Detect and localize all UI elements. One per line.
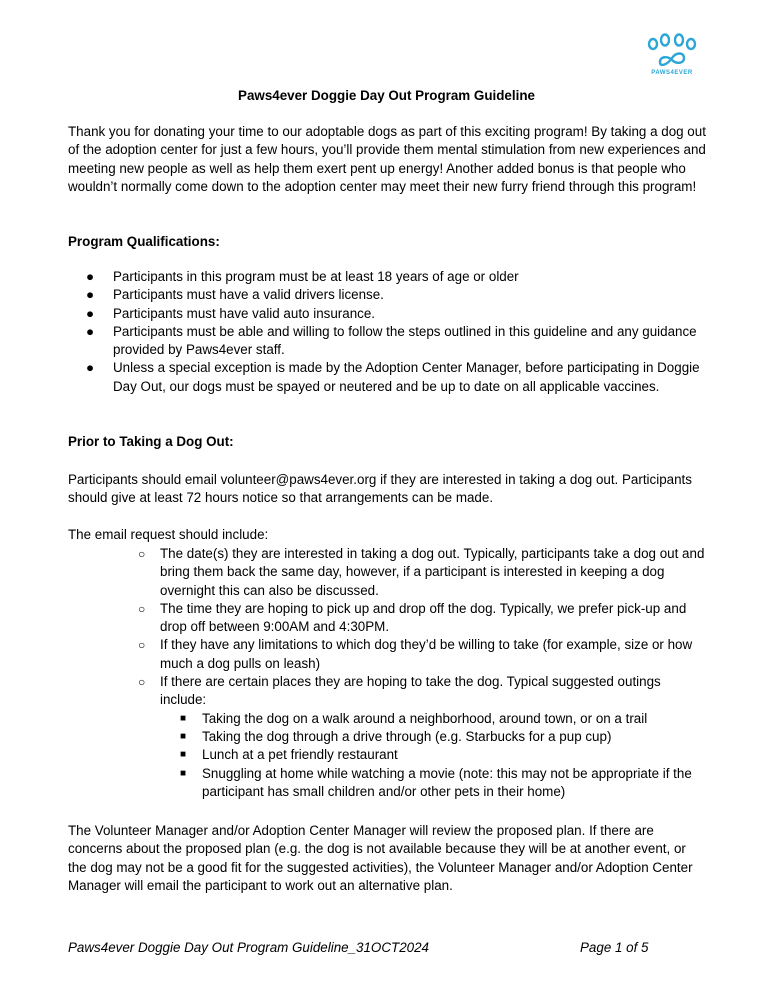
list-item-text: If there are certain places they are hoping to take the dog. Typical suggested outings include: [160, 674, 661, 708]
list-item [68, 600, 708, 637]
prior-heading: Prior to Taking a Dog Out: [68, 434, 234, 449]
document-title: Paws4ever Doggie Day Out Program Guideline [238, 88, 535, 103]
list-item-text: Lunch at a pet friendly restaurant [202, 747, 398, 763]
list-item-text: Participants must be able and willing to follow the steps outlined in this guideline and any guidance provided by Paws4ever staff. [113, 323, 697, 358]
outings-list [160, 710, 708, 801]
list-item-text: Participants must have valid auto insurance. [113, 305, 376, 321]
list-item [68, 673, 708, 801]
list-item-text: Participants in this program must be at least 18 years of age or older [113, 269, 519, 284]
bullet-icon: ● [86, 323, 95, 339]
list-item [68, 286, 708, 304]
request-list [68, 545, 708, 801]
list-item-text: Taking the dog on a walk around a neighborhood, around town, or on a trail [202, 710, 648, 726]
circle-bullet-icon: ○ [138, 675, 146, 690]
circle-bullet-icon: ○ [138, 638, 146, 653]
square-bullet-icon: ■ [180, 712, 187, 724]
footer-page-number: Page 1 of 5 [580, 940, 649, 955]
list-item-text: Unless a special exception is made by the Adoption Center Manager, before participating in Doggie Day Out, our dogs must be spayed or neutered and be up to date on all applicable vaccines. [113, 360, 700, 394]
square-bullet-icon: ■ [180, 767, 187, 779]
list-item-text: Participants must have a valid drivers license. [113, 287, 384, 303]
logo-wordmark: PAWS4EVER [651, 70, 693, 76]
list-item-text: The time they are hoping to pick up and drop off the dog. Typically, we prefer pick-up and drop off between 9:00AM and 4:30PM. [160, 600, 687, 635]
list-item-text: Snuggling at home while watching a movie (note: this may not be appropriate if the participant has small children and/or other pets in their home) [202, 765, 692, 799]
list-item-text: Taking the dog through a drive through (e.g. Starbucks for a pup cup) [202, 728, 612, 744]
footer-document-name: Paws4ever Doggie Day Out Program Guideline_31OCT2024 [68, 940, 429, 955]
circle-bullet-icon: ○ [138, 601, 146, 616]
square-bullet-icon: ■ [180, 730, 187, 742]
bullet-icon: ● [86, 360, 95, 376]
list-item [158, 746, 708, 764]
list-item-text: The date(s) they are interested in taking a dog out. Typically, participants take a dog out and bring them back the same day, however, if a participant is interested in keeping a dog overnight this can also be discussed. [160, 546, 705, 598]
paw-logo-icon [640, 32, 704, 72]
list-item [68, 305, 708, 323]
list-item [68, 636, 708, 673]
qualifications-list [68, 268, 708, 396]
list-item-text: If they have any limitations to which dog they’d be willing to take (for example, size or how much a dog pulls on leash) [160, 637, 693, 671]
list-item [158, 710, 708, 728]
list-item [68, 545, 708, 600]
list-item [68, 323, 708, 360]
request-intro: The email request should include: [68, 527, 269, 542]
square-bullet-icon: ■ [180, 749, 187, 761]
bullet-icon: ● [86, 287, 95, 303]
list-item [158, 728, 708, 746]
intro-paragraph: Thank you for donating your time to our adoptable dogs as part of this exciting program! By taking a dog out of the adoption center for just a few hours, you’ll provide them mental stimulation from new experiences and meeting new people as well as help them exert pent up energy! Another added bonus is that people who wouldn’t normally come down to the adoption center may meet their new furry friend through this program! [68, 124, 706, 194]
qualifications-heading: Program Qualifications: [68, 234, 220, 249]
bullet-icon: ● [86, 269, 95, 284]
list-item [158, 765, 708, 802]
bullet-icon: ● [86, 305, 95, 321]
email-paragraph: Participants should email volunteer@paws4ever.org if they are interested in taking a dog out. Participants should give at least 72 hours notice so that arrangements can be made. [68, 472, 692, 506]
review-paragraph: The Volunteer Manager and/or Adoption Center Manager will review the proposed plan. If there are concerns about the proposed plan (e.g. the dog is not available because they will be at another event, or the dog may not be a good fit for the suggested activities), the Volunteer Manager and/or Adoption Center Manager will email the participant to work out an alternative plan. [68, 823, 693, 893]
paws4ever-logo [640, 32, 704, 78]
list-item [68, 268, 708, 286]
list-item [68, 359, 708, 396]
circle-bullet-icon: ○ [138, 547, 146, 561]
